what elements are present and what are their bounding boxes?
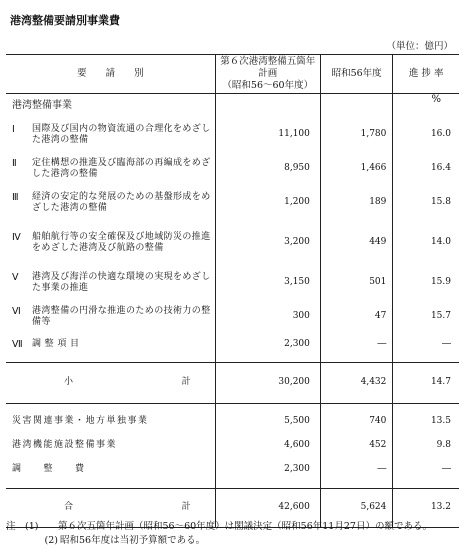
other-label: 災害関連事業・地方単独事業 (12, 416, 149, 427)
header-category: 要 請 別 (6, 55, 215, 94)
footnote-text: 第６次五箇年計画（昭和56〜60年度）は閣議決定（昭和56年11月27日）の額である。 (58, 521, 432, 532)
other-label: 調 整 費 (12, 464, 86, 475)
total-rate: 13.2 (393, 489, 459, 528)
item-numeral: Ⅳ (12, 231, 21, 243)
item-fy56: 449 (320, 220, 393, 266)
item-plan: 2,300 (215, 334, 320, 356)
item-fy56: 1,466 (320, 152, 393, 186)
item-rate: 15.9 (393, 266, 459, 300)
item-text: 港湾及び海洋の快適な環境の実現をめざした事業の推進 (32, 271, 211, 293)
footnotes (6, 520, 461, 548)
item-rate: ― (393, 334, 459, 356)
item-text: 定住構想の推進及び臨海部の再編成をめざした港湾の整備 (32, 157, 211, 179)
item-numeral: Ⅵ (12, 305, 21, 317)
footnote (6, 534, 461, 548)
header-fy56: 昭和56年度 (320, 55, 393, 94)
total-label-a: 合 (64, 502, 74, 513)
other-rate: 9.8 (393, 434, 459, 458)
table-row (6, 458, 459, 482)
header-rate: 進 捗 率 (393, 55, 459, 94)
item-fy56: 1,780 (320, 118, 393, 152)
item-rate: 15.7 (393, 300, 459, 334)
item-numeral: Ⅴ (12, 271, 19, 283)
table-row (6, 266, 459, 300)
other-label: 港湾機能施設整備事業 (12, 440, 118, 451)
item-plan: 300 (215, 300, 320, 334)
section-title: 港湾整備事業 (12, 99, 72, 111)
item-fy56: 47 (320, 300, 393, 334)
item-numeral: Ⅰ (12, 123, 15, 135)
table-row (6, 186, 459, 220)
table-row (6, 410, 459, 434)
other-fy56: 452 (320, 434, 393, 458)
other-fy56: ― (320, 458, 393, 482)
other-plan: 4,600 (215, 434, 320, 458)
item-fy56: ― (320, 334, 393, 356)
total-label-b: 計 (181, 502, 191, 513)
table-row (6, 220, 459, 266)
table-row (6, 434, 459, 458)
item-rate: 16.4 (393, 152, 459, 186)
other-plan: 2,300 (215, 458, 320, 482)
item-fy56: 189 (320, 186, 393, 220)
footnote-key: (2) (44, 534, 58, 546)
item-numeral: Ⅲ (12, 191, 19, 203)
other-rate: ― (393, 458, 459, 482)
item-fy56: 501 (320, 266, 393, 300)
item-rate: 16.0 (393, 118, 459, 152)
footnote-text: 昭和56年度は当初予算額である。 (60, 534, 206, 546)
item-numeral: Ⅶ (12, 339, 23, 351)
header-plan (215, 55, 320, 94)
item-rate: 15.8 (393, 186, 459, 220)
subtotal-rate: 14.7 (393, 363, 459, 404)
table-row (6, 300, 459, 334)
subtotal-fy56: 4,432 (320, 363, 393, 404)
budget-table (6, 54, 459, 528)
table-header-row (6, 55, 459, 94)
footnote (6, 520, 461, 534)
item-text: 国際及び国内の物資流通の合理化をめざした港湾の整備 (32, 123, 211, 145)
item-plan: 8,950 (215, 152, 320, 186)
footnote-key: 注 (1) (6, 521, 39, 532)
subtotal-label-b: 計 (181, 377, 191, 388)
table-row (6, 334, 459, 356)
document-title: 港湾整備要請別事業費 (10, 14, 120, 27)
subtotal-plan: 30,200 (215, 363, 320, 404)
item-plan: 1,200 (215, 186, 320, 220)
item-text: 経済の安定的な発展のための基盤形成をめざした港湾の整備 (32, 191, 211, 213)
item-text: 調 整 項 目 (32, 339, 80, 350)
total-fy56: 5,624 (320, 489, 393, 528)
item-plan: 3,150 (215, 266, 320, 300)
header-plan-line1: 第６次港湾整備五箇年計画 (220, 56, 316, 80)
header-plan-line2: （昭和56〜60年度） (222, 79, 314, 91)
item-plan: 3,200 (215, 220, 320, 266)
subtotal-label-a: 小 (64, 377, 74, 388)
item-rate: 14.0 (393, 220, 459, 266)
table-row (6, 118, 459, 152)
unit-label: （単位：億円） (386, 41, 453, 52)
item-numeral: Ⅱ (12, 157, 17, 169)
other-plan: 5,500 (215, 410, 320, 434)
table-row (6, 152, 459, 186)
other-fy56: 740 (320, 410, 393, 434)
item-text: 港湾整備の円滑な推進のための技術力の整備等 (32, 305, 211, 327)
total-plan: 42,600 (215, 489, 320, 528)
item-plan: 11,100 (215, 118, 320, 152)
section-row (6, 94, 459, 119)
subtotal-row (6, 363, 459, 404)
other-rate: 13.5 (393, 410, 459, 434)
item-text: 船舶航行等の安全確保及び地域防災の推進をめざした港湾及び航路の整備 (32, 231, 211, 253)
percent-unit: % (393, 94, 459, 119)
